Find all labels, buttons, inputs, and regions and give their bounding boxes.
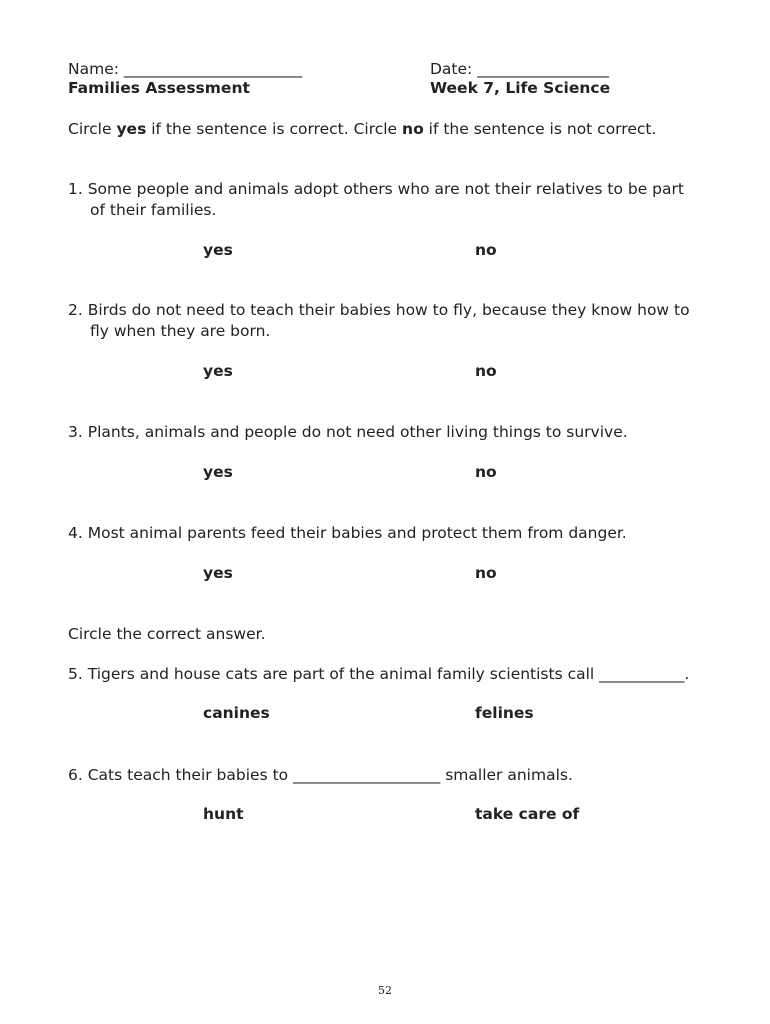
question-4-option-yes[interactable]: yes: [203, 564, 233, 582]
question-5-text: 5. Tigers and house cats are part of the animal family scientists call ___________.: [68, 665, 690, 683]
date-blank[interactable]: _________________: [477, 60, 609, 78]
question-6-option-hunt[interactable]: hunt: [203, 805, 244, 823]
name-line: [68, 59, 302, 79]
assessment-title: Families Assessment: [68, 79, 250, 97]
instruction-text: if the sentence is not correct.: [423, 120, 657, 138]
question-1-option-no[interactable]: no: [475, 241, 497, 259]
question-6-text: 6. Cats teach their babies to ___________________ smaller animals.: [68, 766, 573, 784]
question-4-text: 4. Most animal parents feed their babies and protect them from danger.: [68, 524, 627, 542]
question-2-text-cont: fly when they are born.: [90, 322, 271, 340]
question-1-option-yes[interactable]: yes: [203, 241, 233, 259]
question-3-option-yes[interactable]: yes: [203, 463, 233, 481]
instruction-text: if the sentence is correct. Circle: [146, 120, 403, 138]
question-5-option-felines[interactable]: felines: [475, 704, 534, 722]
yes-keyword: yes: [116, 120, 147, 138]
date-line: [430, 59, 609, 79]
no-keyword: no: [402, 120, 424, 138]
question-3-text: 3. Plants, animals and people do not need other living things to survive.: [68, 423, 628, 441]
question-2-option-no[interactable]: no: [475, 362, 497, 380]
date-label: Date:: [430, 60, 478, 78]
correct-answer-instructions: Circle the correct answer.: [68, 625, 266, 643]
question-2-text: 2. Birds do not need to teach their babies how to fly, because they know how to: [68, 301, 690, 319]
question-1-text: 1. Some people and animals adopt others who are not their relatives to be part: [68, 180, 684, 198]
question-6-option-take-care-of[interactable]: take care of: [475, 805, 580, 823]
name-label: Name:: [68, 60, 124, 78]
name-blank[interactable]: _______________________: [123, 60, 303, 78]
question-1-text-cont: of their families.: [90, 201, 217, 219]
question-3-option-no[interactable]: no: [475, 463, 497, 481]
page-number: 52: [378, 984, 392, 997]
yes-no-instructions: [68, 119, 656, 139]
instruction-text: Circle: [68, 120, 117, 138]
question-2-option-yes[interactable]: yes: [203, 362, 233, 380]
week-label: Week 7, Life Science: [430, 79, 611, 97]
question-4-option-no[interactable]: no: [475, 564, 497, 582]
question-5-option-canines[interactable]: canines: [203, 704, 270, 722]
